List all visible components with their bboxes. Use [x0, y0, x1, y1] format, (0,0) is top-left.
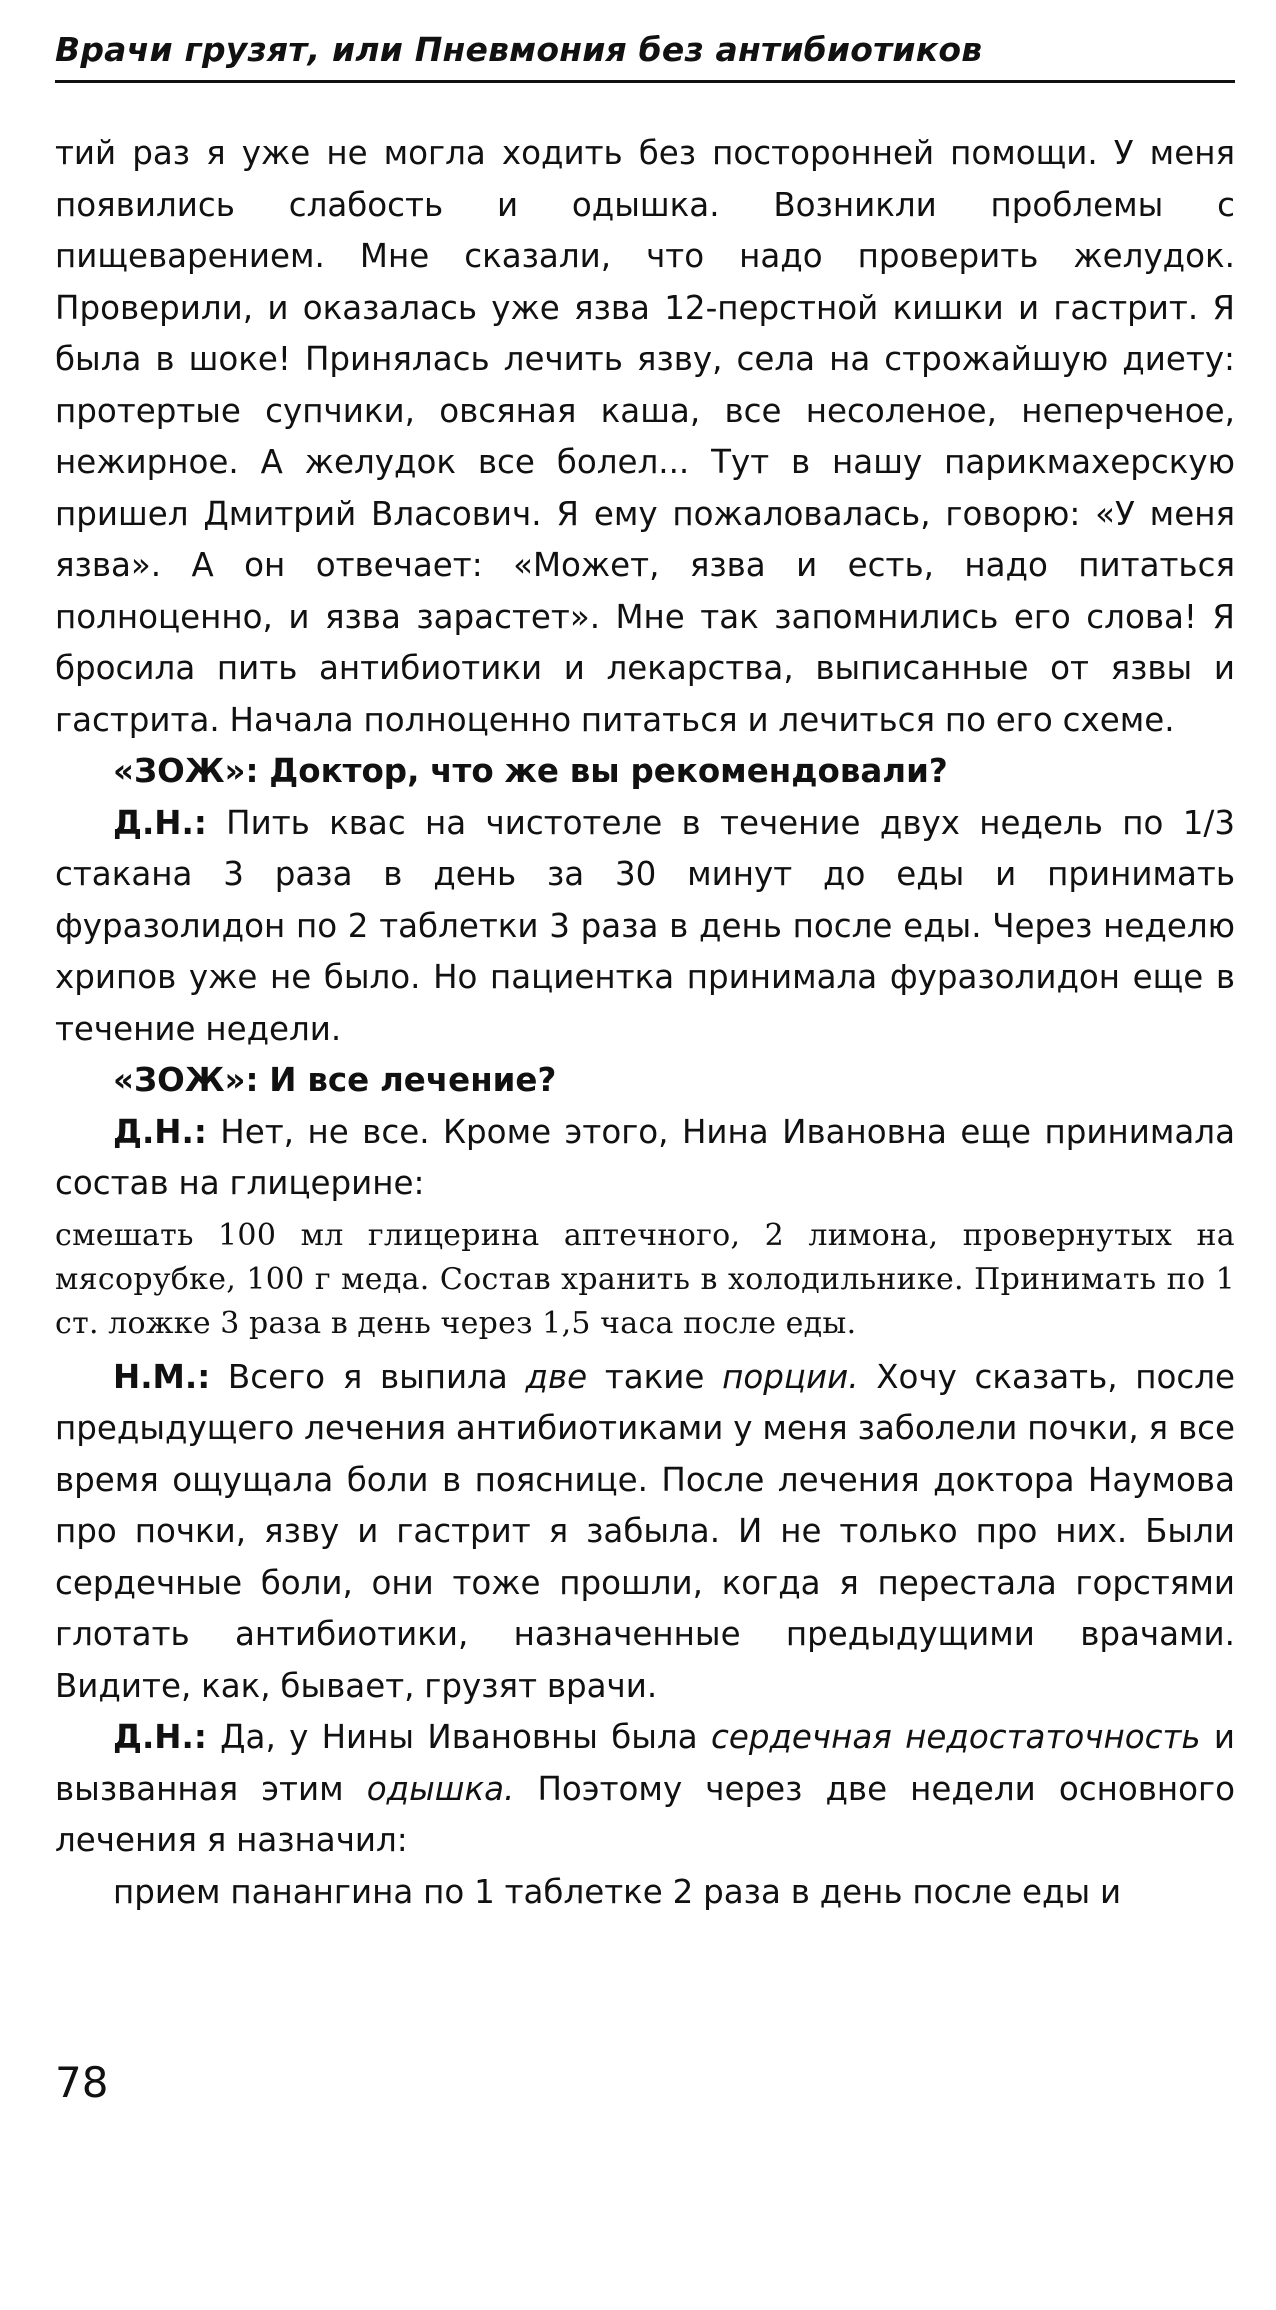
answer-text: Всего я выпила	[210, 1357, 526, 1396]
emphasis-text: две	[525, 1357, 588, 1396]
speaker-label: Н.М.:	[113, 1357, 211, 1396]
running-head: Врачи грузят, или Пневмония без антибиотиков	[55, 28, 1235, 83]
interview-question-1: «ЗОЖ»: Доктор, что же вы рекомендовали?	[113, 752, 948, 790]
emphasis-text: порции.	[722, 1357, 859, 1396]
last-line: прием панангина по 1 таблетке 2 раза в день после еды и	[113, 1872, 1122, 1911]
answer-paragraph-2	[55, 1107, 1235, 1210]
interview-question-2: «ЗОЖ»: И все лечение?	[113, 1061, 557, 1099]
speaker-label: Д.Н.:	[113, 803, 207, 842]
answer-text: такие	[587, 1357, 723, 1396]
answer-text: и вызванная этим	[55, 1718, 1236, 1808]
answer-text: Нет, не все. Кроме этого, Нина Ивановна еще принимала состав на глицерине:	[55, 1112, 1235, 1202]
answer-paragraph-4	[55, 1712, 1235, 1867]
speaker-label: Д.Н.:	[113, 1718, 207, 1756]
book-page	[55, 0, 1235, 2310]
speaker-label: Д.Н.:	[113, 1112, 207, 1151]
paragraph-continuation: тий раз я уже не могла ходить без посторонней помощи. У меня появились слабость и одышка. Возникли проблемы с пищеварением. Мне сказали, что надо проверить желудок. Проверили, и оказалась уже язва 12-перстной кишки и гастрит. Я была в шоке! Принялась лечить язву, села на строжайшую диету: протертые супчики, овсяная каша, все несоленое, неперченое, нежирное. А желудок все болел... Тут в нашу парикмахерскую пришел Дмитрий Власович. Я ему пожаловалась, говорю: «У меня язва». А он отвечает: «Может, язва и есть, надо питаться полноценно, и язва зарастет». Мне так запомнились его слова! Я бросила пить антибиотики и лекарства, выписанные от язвы и гастрита. Начала полноценно питаться и лечиться по его схеме.	[55, 134, 1235, 739]
answer-paragraph-1	[55, 798, 1235, 1056]
recipe-block: смешать 100 мл глицерина аптечного, 2 лимона, провернутых на мясорубке, 100 г меда. Состав хранить в холодильнике. Принимать по 1 ст. ложке 3 раза в день через 1,5 часа после еды.	[55, 1217, 1235, 1341]
answer-text: Да, у Нины Ивановны была	[206, 1718, 711, 1756]
body-text	[55, 128, 1235, 1918]
answer-paragraph-3	[55, 1352, 1235, 1713]
page-number: 78	[55, 2058, 109, 2107]
answer-text: Пить квас на чистотеле в течение двух недель по 1/3 стакана 3 раза в день за 30 минут до еды и принимать фуразолидон по 2 таблетки 3 раза в день после еды. Через неделю хрипов уже не было. Но пациентка принимала фуразолидон еще в течение недели.	[55, 803, 1235, 1048]
answer-text: Хочу сказать, после предыдущего лечения антибиотиками у меня заболели почки, я все время ощущала боли в пояснице. После лечения доктора Наумова про почки, язву и гастрит я забыла. И не только про них. Были сердечные боли, они тоже прошли, когда я перестала горстями глотать антибиотики, назначенные предыдущими врачами. Видите, как, бывает, грузят врачи.	[55, 1357, 1236, 1705]
emphasis-text: сердечная недостаточность	[710, 1718, 1201, 1756]
answer-text: Поэтому через две недели основного лечения я назначил:	[55, 1769, 1235, 1859]
emphasis-text: одышка.	[366, 1769, 515, 1808]
